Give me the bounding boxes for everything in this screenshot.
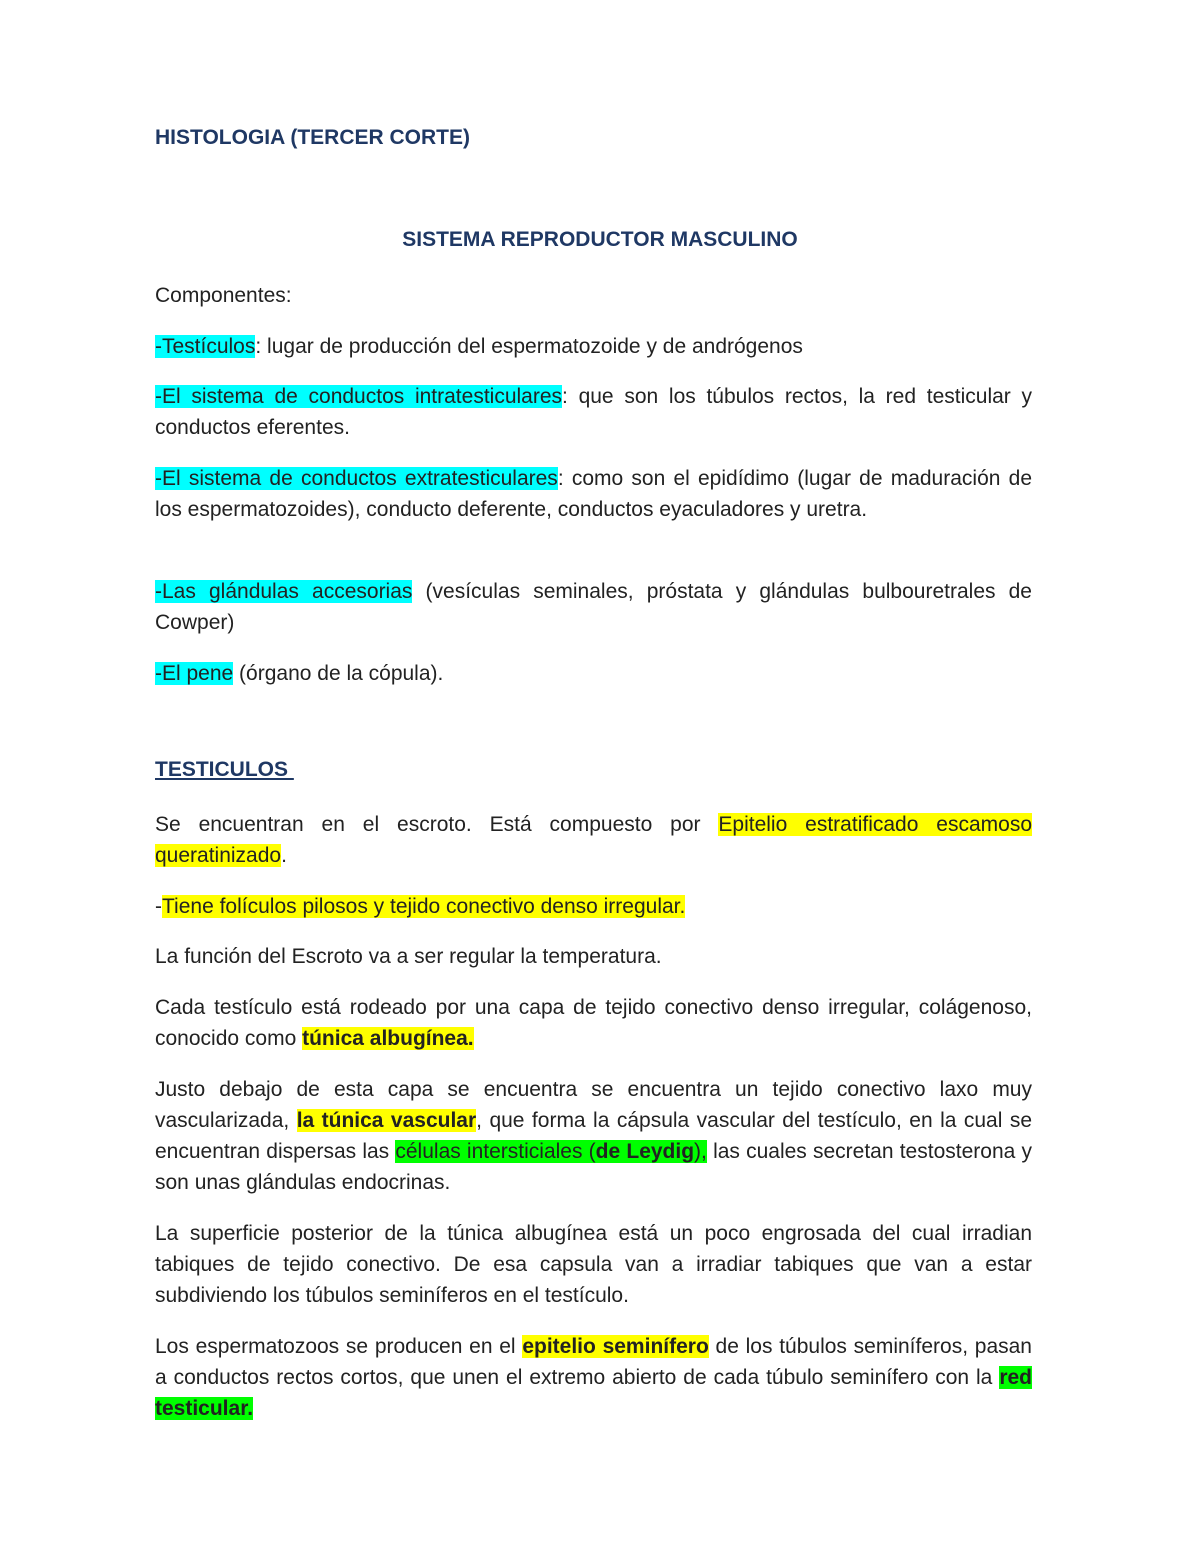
highlight: -Las glándulas accesorias — [155, 580, 413, 603]
paragraph-foliculos — [155, 891, 1032, 922]
text: - — [155, 895, 162, 918]
document-subtitle: SISTEMA REPRODUCTOR MASCULINO — [402, 228, 798, 251]
highlight: Epitelio estratificado escamoso queratinizado — [155, 813, 1032, 867]
paragraph-escroto — [155, 809, 1032, 871]
text: (órgano de la cópula). — [233, 662, 444, 685]
highlight: -El sistema de conductos extratesticulares — [155, 467, 558, 490]
component-pene — [155, 658, 1032, 689]
component-glandulas-accesorias — [155, 576, 1032, 638]
highlight: Tiene folículos pilosos y tejido conectivo denso irregular. — [162, 895, 686, 918]
highlight: -El pene — [155, 662, 234, 685]
paragraph-espermatozoos — [155, 1331, 1032, 1424]
paragraph-superficie-posterior: La superficie posterior de la túnica albugínea está un poco engrosada del cual irradian tabiques de tejido conectivo. De esa capsula van a irradiar tabiques que van a estar subdiviendo los túbulos seminíferos en el testículo. — [155, 1222, 1032, 1307]
highlight: -Testículos — [155, 335, 256, 358]
highlight: ), — [694, 1140, 707, 1163]
component-conductos-intratesticulares — [155, 381, 1032, 443]
component-testiculos — [155, 331, 1032, 362]
text: , que forma la cápsula vascular del testículo, en la cual se encuentran dispersas las — [155, 1109, 1032, 1163]
text: : como son el epidídimo (lugar de maduración de los espermatozoides), conducto deferente, conductos eyaculadores y uretra. — [155, 467, 1032, 521]
highlight: -El sistema de conductos intratesticulares — [155, 385, 563, 408]
section-heading-testiculos: TESTICULOS — [155, 758, 294, 781]
text: Justo debajo de esta capa se encuentra se encuentra un tejido conectivo laxo muy vascularizada, — [155, 1078, 1032, 1132]
text: . — [281, 844, 287, 867]
text: Se encuentran en el escroto. Está compuesto por — [155, 813, 719, 836]
document-title: HISTOLOGIA (TERCER CORTE) — [155, 126, 470, 149]
highlight: epitelio seminífero — [522, 1335, 709, 1358]
highlight: células intersticiales ( — [395, 1140, 596, 1163]
text: (vesículas seminales, próstata y glándulas bulbouretrales de Cowper) — [155, 580, 1032, 634]
component-conductos-extratesticulares — [155, 463, 1032, 525]
paragraph-tunica-albuginea — [155, 992, 1032, 1054]
highlight: de Leydig — [595, 1140, 695, 1163]
text: de los túbulos seminíferos, pasan a conductos rectos cortos, que unen el extremo abierto de cada túbulo seminífero con la — [155, 1335, 1032, 1389]
highlight: túnica albugínea. — [302, 1027, 474, 1050]
text: : que son los túbulos rectos, la red testicular y conductos eferentes. — [155, 385, 1032, 439]
text: : lugar de producción del espermatozoide y de andrógenos — [255, 335, 803, 358]
highlight: red testicular. — [155, 1366, 1032, 1420]
text: Los espermatozoos se producen en el — [155, 1335, 523, 1358]
highlight: la túnica vascular — [296, 1109, 477, 1132]
paragraph-funcion-escroto: La función del Escroto va a ser regular la temperatura. — [155, 945, 662, 968]
text: las cuales secretan testosterona y son unas glándulas endocrinas. — [155, 1140, 1032, 1194]
components-label: Componentes: — [155, 284, 292, 307]
text: Cada testículo está rodeado por una capa de tejido conectivo denso irregular, colágenoso, conocido como — [155, 996, 1032, 1050]
paragraph-tunica-vascular — [155, 1074, 1032, 1198]
